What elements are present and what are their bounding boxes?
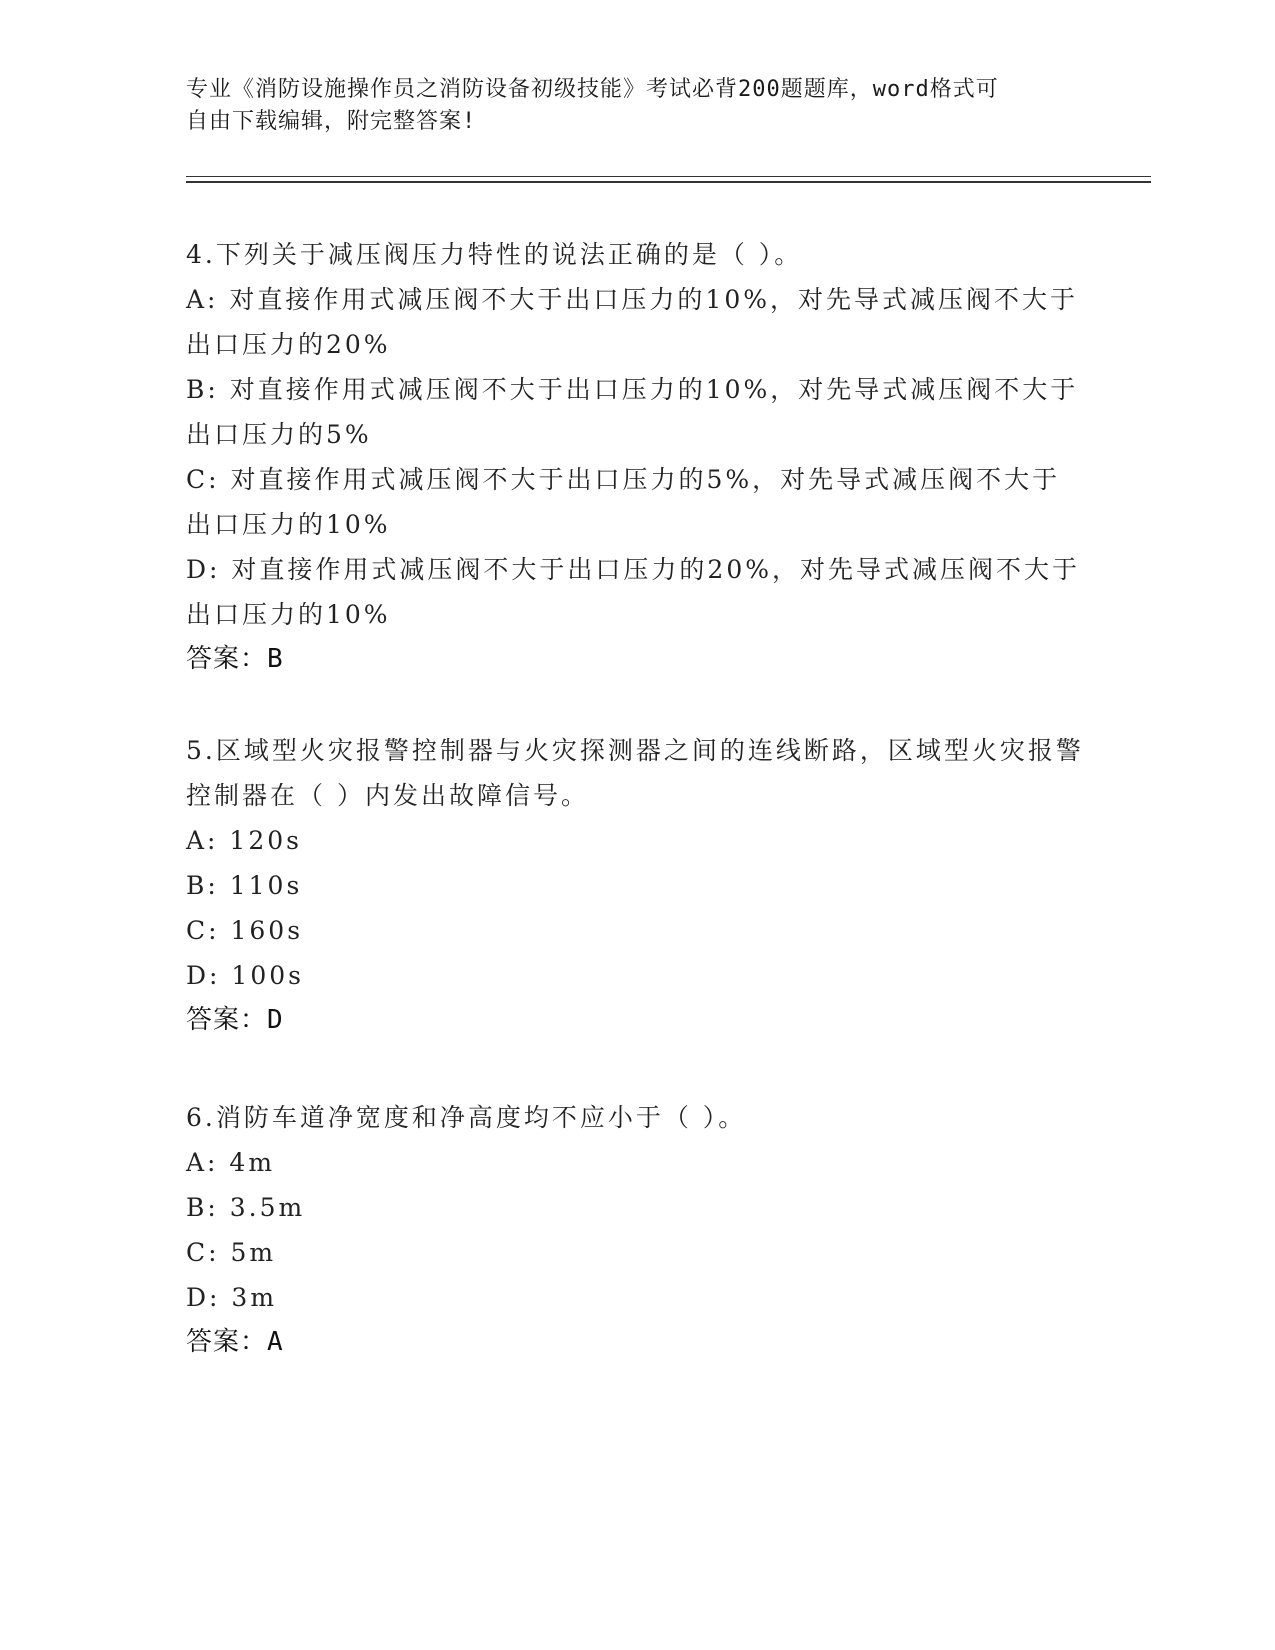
answer-label: 答案：B [186, 644, 284, 674]
header-line-2: 自由下载编辑，附完整答案! [186, 109, 477, 134]
option-c: C: 160s [186, 916, 304, 945]
question-4 [186, 232, 1086, 682]
answer-label: 答案：A [186, 1327, 284, 1357]
option-a: A: 120s [186, 826, 302, 855]
document-header [186, 74, 1066, 138]
header-divider-thin [186, 176, 1151, 177]
option-d: D: 3m [186, 1283, 278, 1312]
header-divider-thick [186, 181, 1151, 183]
option-a: A: 4m [186, 1148, 276, 1177]
option-a: A: 对直接作用式减压阀不大于出口压力的10%，对先导式减压阀不大于出口压力的20% [186, 285, 1078, 359]
option-c: C: 对直接作用式减压阀不大于出口压力的5%，对先导式减压阀不大于出口压力的10% [186, 465, 1061, 539]
option-c: C: 5m [186, 1238, 277, 1267]
question-stem: 6.消防车道净宽度和净高度均不应小于（ ）。 [186, 1103, 747, 1132]
option-b: B: 3.5m [186, 1193, 306, 1222]
question-stem: 5.区域型火灾报警控制器与火灾探测器之间的连线断路，区域型火灾报警控制器在（ ）内发出故障信号。 [186, 736, 1084, 810]
question-stem: 4.下列关于减压阀压力特性的说法正确的是（ ）。 [186, 240, 803, 269]
option-d: D: 100s [186, 961, 304, 990]
question-5 [186, 728, 1086, 1043]
question-6 [186, 1095, 1086, 1365]
answer-label: 答案：D [186, 1005, 284, 1035]
option-b: B: 对直接作用式减压阀不大于出口压力的10%，对先导式减压阀不大于出口压力的5% [186, 375, 1079, 449]
header-line-1: 专业《消防设施操作员之消防设备初级技能》考试必背200题题库，word格式可 [186, 77, 999, 102]
option-b: B: 110s [186, 871, 303, 900]
option-d: D: 对直接作用式减压阀不大于出口压力的20%，对先导式减压阀不大于出口压力的10% [186, 555, 1080, 629]
